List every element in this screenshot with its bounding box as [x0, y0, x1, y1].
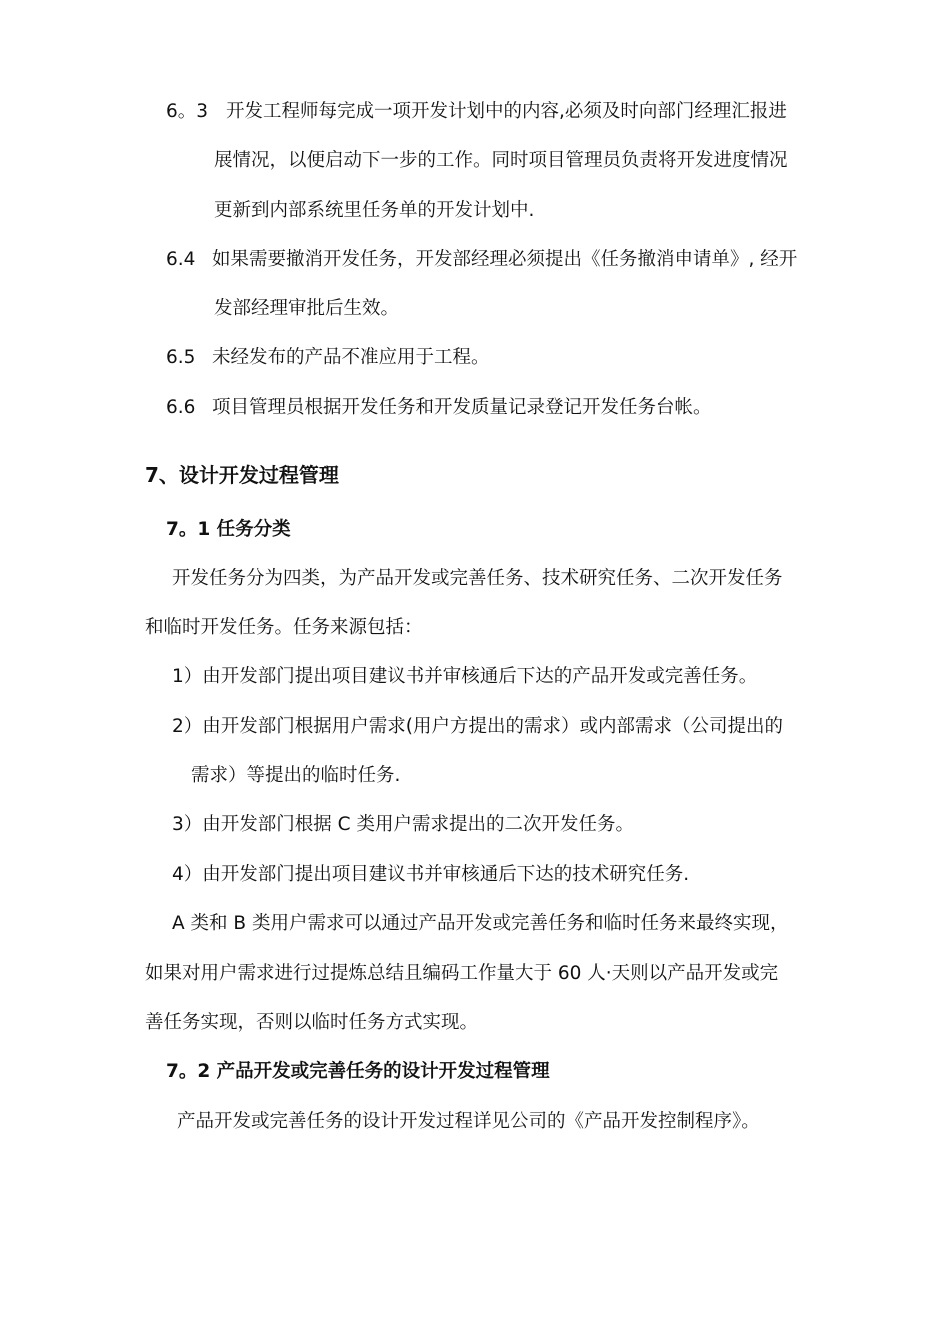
item-6-4-line-2: 发部经理审批后生效。: [214, 298, 400, 319]
item-6-6: [166, 394, 712, 422]
item-6-3-line-1: [166, 98, 787, 126]
item-6-4-line-1: [166, 246, 797, 274]
section-7-1-para-line-2: 和临时开发任务。任务来源包括：: [145, 617, 423, 638]
item-6-3-line-2: 展情况，以便启动下一步的工作。同时项目管理员负责将开发进度情况: [214, 150, 788, 171]
item-6-6-number: 6.6: [166, 397, 196, 418]
item-6-6-text: 项目管理员根据开发任务和开发质量记录登记开发任务台帐。: [212, 397, 712, 418]
item-6-3-text: 开发工程师每完成一项开发计划中的内容,必须及时向部门经理汇报进: [226, 101, 787, 122]
requirements-para-line-2: 如果对用户需求进行过提炼总结且编码工作量大于 60 人·天则以产品开发或完: [145, 963, 779, 984]
item-6-5: [166, 344, 490, 372]
item-6-5-number: 6.5: [166, 347, 196, 368]
source-item-3: 3）由开发部门根据 C 类用户需求提出的二次开发任务。: [172, 814, 634, 835]
source-item-4: 4）由开发部门提出项目建议书并审核通后下达的技术研究任务.: [172, 864, 690, 885]
section-7-1-para-line-1: 开发任务分为四类，为产品开发或完善任务、技术研究任务、二次开发任务: [172, 568, 783, 589]
item-6-4-text: 如果需要撤消开发任务，开发部经理必须提出《任务撤消申请单》, 经开: [212, 249, 798, 270]
requirements-para-line-3: 善任务实现，否则以临时任务方式实现。: [145, 1012, 479, 1033]
item-6-3-line-3: 更新到内部系统里任务单的开发计划中.: [214, 200, 535, 221]
section-7-1-heading: 7。1 任务分类: [166, 519, 291, 540]
item-6-3-number: 6。3: [166, 101, 209, 122]
source-item-2-line-2: 需求）等提出的临时任务.: [191, 765, 401, 786]
item-6-4-number: 6.4: [166, 249, 196, 270]
section-7-2-heading: 7。2 产品开发或完善任务的设计开发过程管理: [166, 1061, 550, 1082]
section-7-heading: 7、设计开发过程管理: [145, 463, 339, 487]
source-item-2-line-1: 2）由开发部门根据用户需求(用户方提出的需求）或内部需求（公司提出的: [172, 716, 783, 737]
source-item-1: 1）由开发部门提出项目建议书并审核通后下达的产品开发或完善任务。: [172, 666, 758, 687]
requirements-para-line-1: A 类和 B 类用户需求可以通过产品开发或完善任务和临时任务来最终实现，: [172, 913, 789, 934]
item-6-5-text: 未经发布的产品不准应用于工程。: [212, 347, 490, 368]
section-7-2-para: 产品开发或完善任务的设计开发过程详见公司的《产品开发控制程序》。: [177, 1111, 760, 1132]
